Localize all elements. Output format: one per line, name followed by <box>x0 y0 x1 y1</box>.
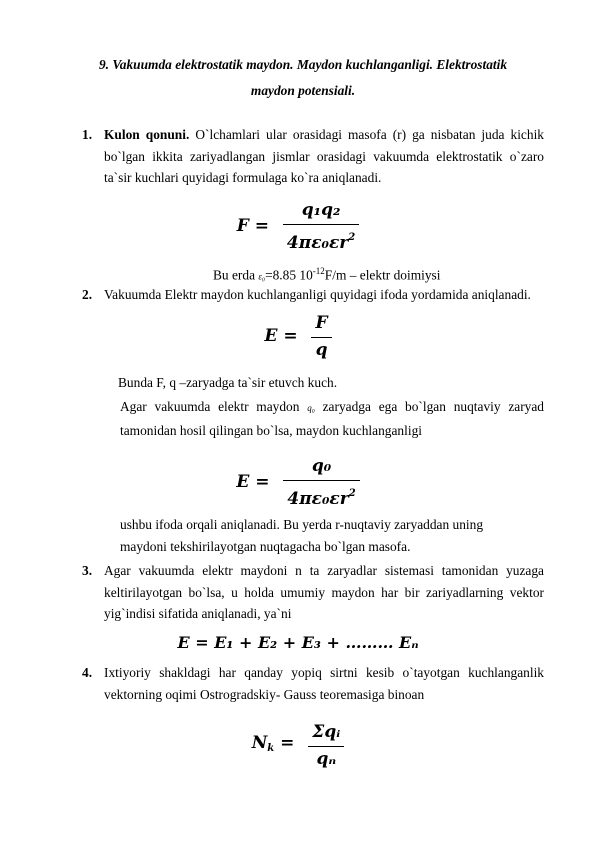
lhs-main: N <box>251 732 268 753</box>
title-line-2: maydon potensiali. <box>250 83 356 98</box>
fq-explanation: Bunda F, q –zaryadga ta`sir etuvch kuch. <box>118 375 338 390</box>
item-number: 4. <box>82 665 93 680</box>
superposition-formula: E = E₁ + E₂ + E₃ + ……… Eₙ <box>177 633 419 652</box>
formula-lhs <box>252 733 295 760</box>
formula-fraction <box>283 200 359 254</box>
formula-lhs: E = <box>264 326 298 347</box>
formula-numerator: Σqᵢ <box>312 722 341 742</box>
denominator-main: 4πε₀εr <box>286 232 349 253</box>
field-formula <box>0 313 596 361</box>
formula-fraction <box>311 313 331 361</box>
note-suffix: F/m – elektr doimiysi <box>324 267 441 283</box>
point-field-formula <box>0 456 596 510</box>
intro-part-b: zaryadga ega bo`lgan nuqtaviy zaryad tamonidan hosil qilingan bo`lsa, maydon kuchlanganligi <box>120 399 545 438</box>
point-explanation-2: maydoni tekshirilayotgan nuqtagacha bo`lgan masofa. <box>120 539 411 554</box>
denominator-main: 4πε₀εr <box>287 488 349 509</box>
item-body: Vakuumda Elektr maydon kuchlanganligi quyidagi ifoda yordamida aniqlanadi. <box>104 287 531 302</box>
lhs-subscript: k <box>267 742 275 754</box>
denominator-exponent: 2 <box>348 231 356 243</box>
item-body: Ixtiyoriy shakldagi har qanday yopiq sirtni kesib o`tayotgan kuchlanganlik vektorning oqimi Ostrogradskiy- Gauss teoremasiga binoan <box>104 665 544 702</box>
formula-lhs: E = <box>236 472 270 493</box>
q0-symbol: q₀ <box>307 403 315 413</box>
item-bold-lead: Kulon qonuni. <box>104 127 190 142</box>
item-body: Agar vakuumda elektr maydoni n ta zaryadlar sistemasi tamonidan yuzaga keltirilayotgan bo`lsa, u holda umumiy maydon har bir zariyadlarning vektor yig`indisi sifatida aniqlanadi, ya`ni <box>104 563 544 621</box>
item-number: 2. <box>82 287 93 302</box>
formula-denominator: qₙ <box>308 746 344 771</box>
section-title <box>88 52 518 104</box>
intro-part-a: Agar vakuumda elektr maydon <box>120 399 308 414</box>
formula-denominator: q <box>311 337 331 362</box>
list-item-3 <box>82 560 544 625</box>
formula-numerator: F <box>315 313 328 333</box>
formula-fraction <box>308 722 344 770</box>
item-body: O`lchamlari ular orasidagi masofa (r) ga nisbatan juda kichik bo`lgan ikkita zariyadlangan jismlar orasidagi vakuumda elektrostatik o`zaro ta`sir kuchlari quyidagi formulaga ko`ra aniqlanadi. <box>104 127 544 185</box>
formula-denominator <box>283 224 359 255</box>
formula-fraction <box>283 456 359 510</box>
title-line-1: 9. Vakuumda elektrostatik maydon. Maydon kuchlanganligi. Elektrostatik <box>98 57 508 72</box>
note-prefix: Bu erda <box>213 267 259 283</box>
item-number: 1. <box>82 127 93 142</box>
item-number: 3. <box>82 563 93 578</box>
formula-lhs: F = <box>236 216 269 237</box>
point-explanation-1: ushbu ifoda orqali aniqlanadi. Bu yerda r-nuqtaviy zaryaddan uning <box>120 517 484 532</box>
coulomb-formula <box>0 200 596 254</box>
point-charge-intro <box>120 396 544 441</box>
eps0-symbol: ε₀ <box>258 271 266 282</box>
eps0-exponent: -12 <box>312 266 325 276</box>
formula-numerator: q₀ <box>311 456 332 476</box>
denominator-exponent: 2 <box>348 487 356 499</box>
equals-sign: = <box>280 732 295 753</box>
eps0-value: =8.85 10 <box>265 267 313 283</box>
list-item-4 <box>82 662 544 705</box>
list-item-2 <box>82 284 544 306</box>
formula-denominator <box>283 480 359 511</box>
gauss-formula <box>0 722 596 770</box>
list-item-1 <box>82 124 544 189</box>
item-text <box>104 124 544 189</box>
formula-numerator: q₁q₂ <box>301 200 341 220</box>
